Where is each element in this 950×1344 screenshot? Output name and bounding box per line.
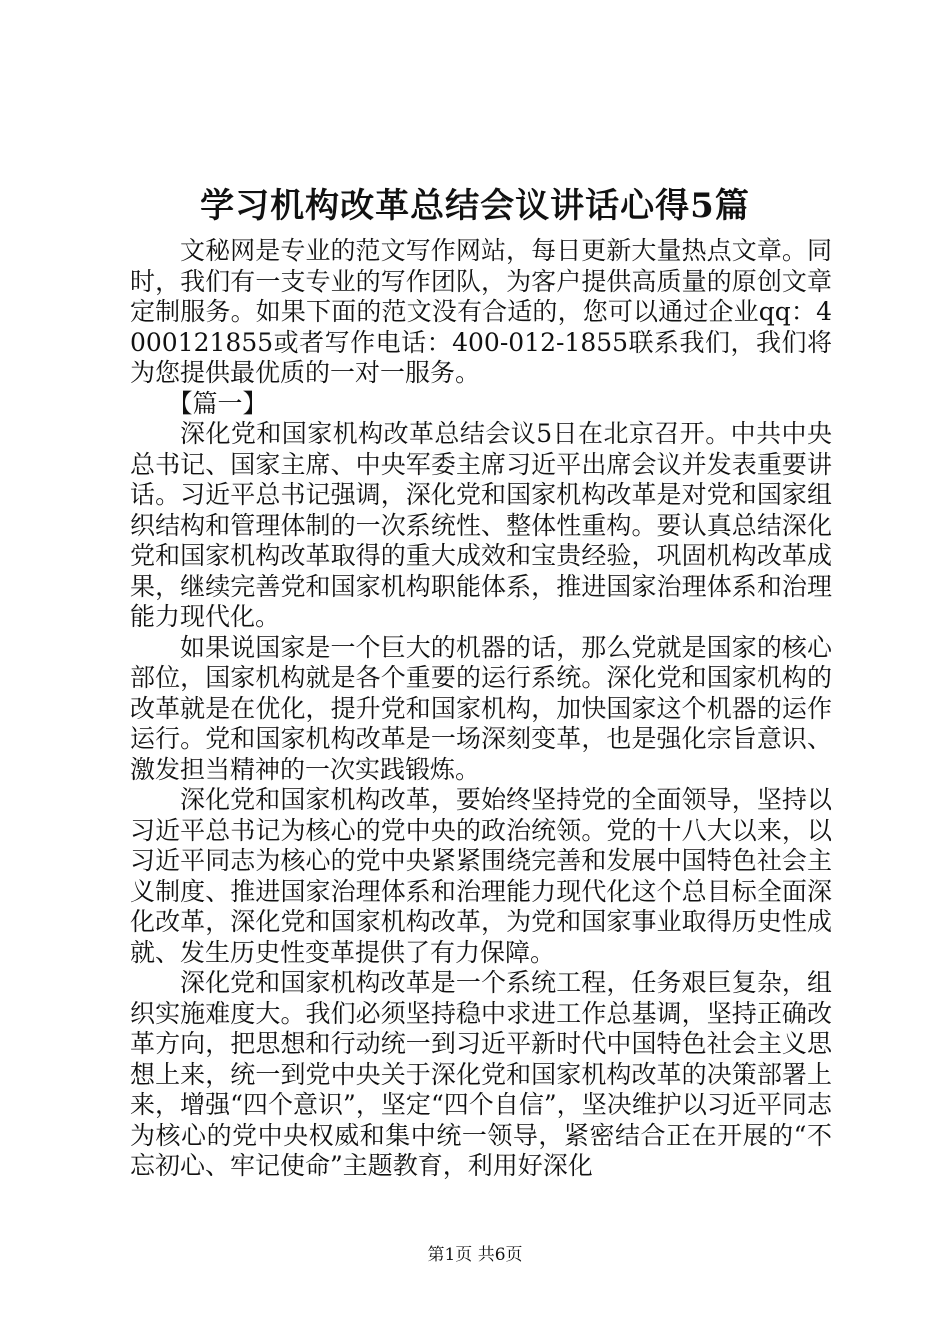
body-paragraph: 如果说国家是一个巨大的机器的话，那么党就是国家的核心部位，国家机构就是各个重要的运行系统。深化党和国家机构的改革就是在优化，提升党和国家机构，加快国家这个机器的运作运行。党和国家机构改革是一场深刻变革，也是强化宗旨意识、激发担当精神的一次实践锻炼。: [130, 632, 832, 784]
body-paragraph: 深化党和国家机构改革总结会议5日在北京召开。中共中央总书记、国家主席、中央军委主席习近平出席会议并发表重要讲话。习近平总书记强调，深化党和国家机构改革是对党和国家组织结构和管理体制的一次系统性、整体性重构。要认真总结深化党和国家机构改革取得的重大成效和宝贵经验，巩固机构改革成果，继续完善党和国家机构职能体系，推进国家治理体系和治理能力现代化。: [130, 419, 832, 631]
document-body: [130, 236, 832, 1182]
intro-paragraph: 文秘网是专业的范文写作网站，每日更新大量热点文章。同时，我们有一支专业的写作团队，为客户提供高质量的原创文章定制服务。如果下面的范文没有合适的，您可以通过企业qq：4000121855或者写作电话：400-012-1855联系我们，我们将为您提供最优质的一对一服务。: [130, 236, 832, 387]
body-paragraph: 深化党和国家机构改革，要始终坚持党的全面领导，坚持以习近平总书记为核心的党中央的政治统领。党的十八大以来，以习近平同志为核心的党中央紧紧围绕完善和发展中国特色社会主义制度、推进国家治理体系和治理能力现代化这个总目标全面深化改革，深化党和国家机构改革，为党和国家事业取得历史性成就、发生历史性变革提供了有力保障。: [130, 785, 832, 967]
body-paragraph: 深化党和国家机构改革是一个系统工程，任务艰巨复杂，组织实施难度大。我们必须坚持稳中求进工作总基调，坚持正确改革方向，把思想和行动统一到习近平新时代中国特色社会主义思想上来，统一到党中央关于深化党和国家机构改革的决策部署上来，增强“四个意识”，坚定“四个自信”，坚决维护以习近平同志为核心的党中央权威和集中统一领导，紧密结合正在开展的“不忘初心、牢记使命”主题教育，利用好深化: [130, 968, 832, 1180]
page-number: 第1页 共6页: [427, 1245, 523, 1265]
section-heading: 【篇一】: [167, 388, 268, 418]
document-title: 学习机构改革总结会议讲话心得5篇: [200, 186, 750, 226]
